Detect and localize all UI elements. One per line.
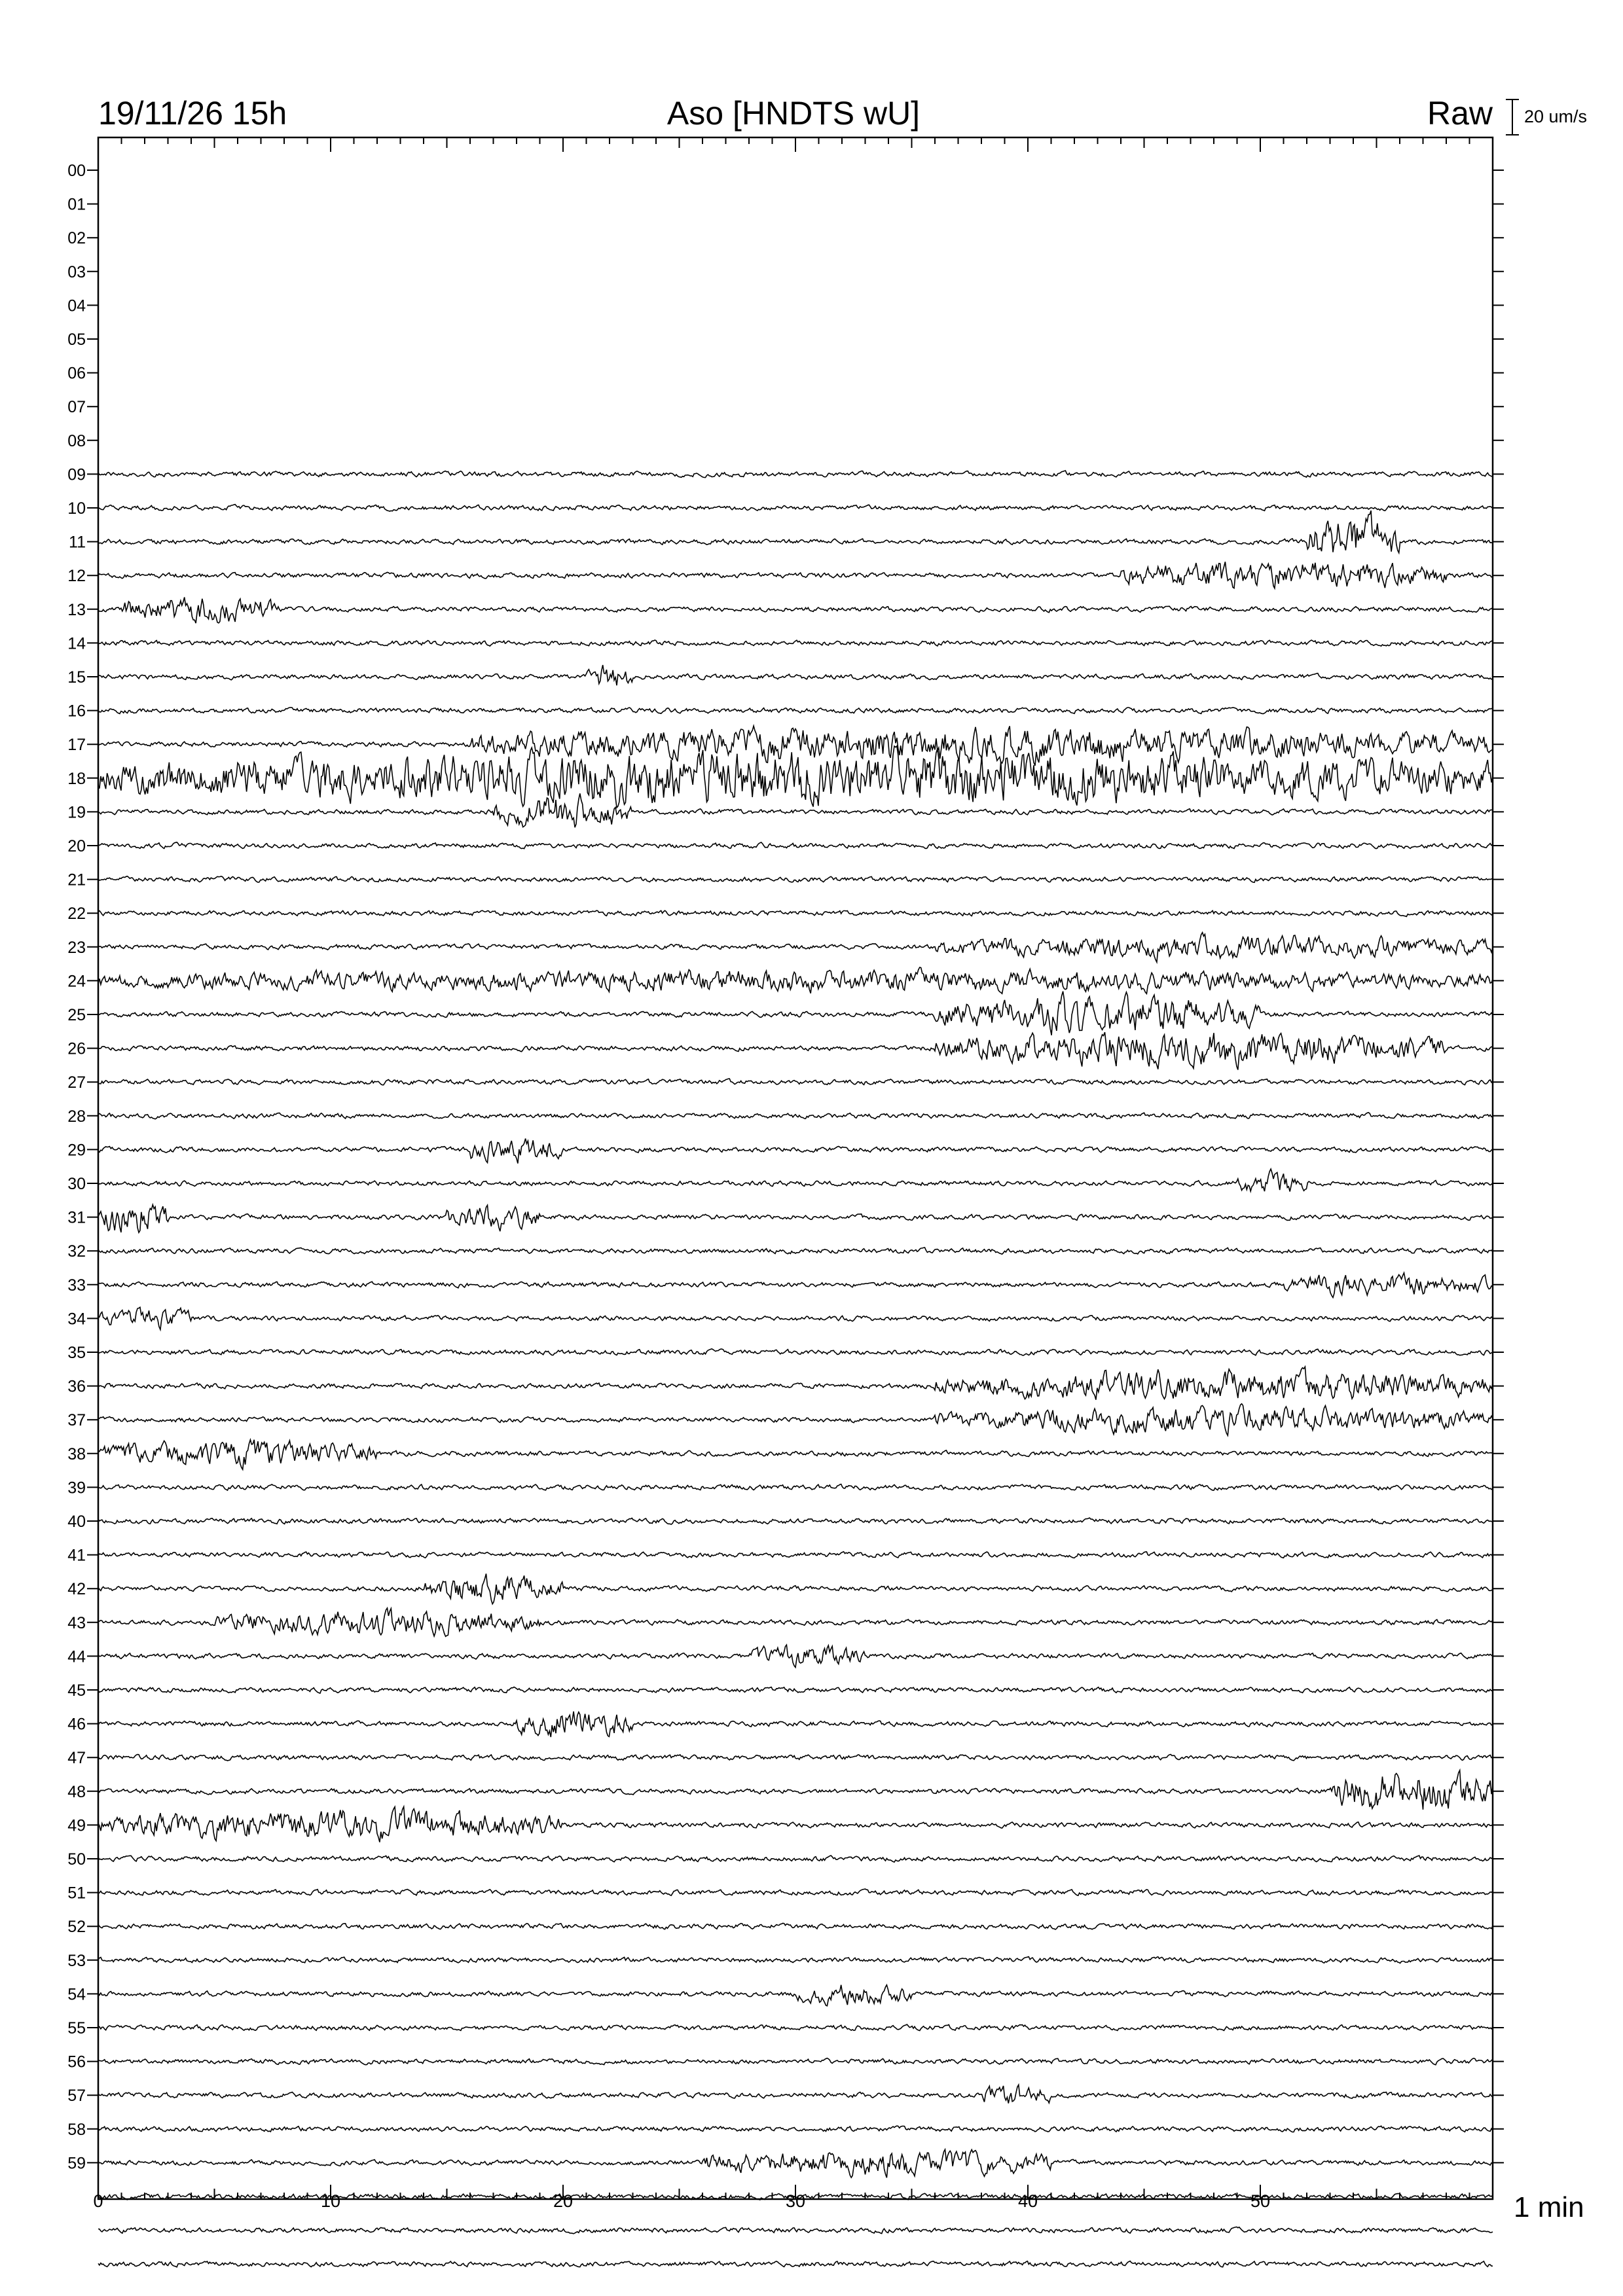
row-label: 29 [67, 1141, 86, 1160]
trace-line [98, 1924, 1493, 1929]
trace-line [98, 1440, 1493, 1470]
trace-line [98, 1404, 1493, 1435]
trace-line [98, 1349, 1493, 1355]
trace-line [98, 1169, 1493, 1192]
trace-line [98, 1712, 1493, 1737]
row-label: 34 [67, 1310, 86, 1329]
row-label: 39 [67, 1479, 86, 1498]
row-label: 50 [67, 1850, 86, 1869]
trace-line [98, 1518, 1493, 1524]
row-label: 14 [67, 634, 86, 653]
trace-line [98, 1645, 1493, 1667]
x-tick-label: 0 [93, 2191, 103, 2211]
trace-line [98, 910, 1493, 916]
row-label: 53 [67, 1951, 86, 1970]
trace-line [98, 1205, 1493, 1233]
row-label: 20 [67, 837, 86, 855]
trace-line [98, 2149, 1493, 2178]
x-tick-label: 40 [1017, 2191, 1038, 2211]
trace-line [98, 933, 1493, 962]
row-label: 28 [67, 1107, 86, 1126]
row-label: 13 [67, 600, 86, 619]
row-label: 26 [67, 1039, 86, 1058]
row-label: 42 [67, 1580, 86, 1599]
trace-line [98, 1032, 1493, 1069]
row-label: 44 [67, 1647, 86, 1666]
row-label: 48 [67, 1782, 86, 1801]
row-label: 23 [67, 938, 86, 957]
row-label: 38 [67, 1444, 86, 1463]
row-label: 22 [67, 905, 86, 924]
trace-line [98, 562, 1493, 588]
trace-line [98, 1889, 1493, 1895]
row-label: 46 [67, 1715, 86, 1734]
row-label: 07 [67, 398, 86, 417]
row-label: 45 [67, 1681, 86, 1700]
row-label: 04 [67, 296, 86, 315]
trace-line [98, 1985, 1493, 2006]
trace-line [98, 471, 1493, 478]
row-ticks [87, 170, 1504, 2162]
traces [98, 471, 1493, 2267]
row-label: 02 [67, 229, 86, 248]
row-label: 54 [67, 1985, 86, 2004]
row-label: 33 [67, 1276, 86, 1295]
row-label: 47 [67, 1749, 86, 1768]
row-label: 21 [67, 870, 86, 889]
trace-line [98, 1079, 1493, 1085]
trace-line [98, 726, 1493, 766]
row-label: 37 [67, 1411, 86, 1430]
row-label: 06 [67, 364, 86, 383]
row-label: 58 [67, 2120, 86, 2139]
trace-line [98, 1574, 1493, 1604]
trace-line [98, 876, 1493, 883]
trace-line [98, 2227, 1493, 2234]
row-label: 19 [67, 803, 86, 822]
scale-bar [1506, 99, 1519, 135]
row-labels [67, 162, 86, 2172]
top-ticks [98, 137, 1493, 152]
x-tick-label: 20 [553, 2191, 574, 2211]
row-label: 59 [67, 2154, 86, 2173]
plot-frame [98, 137, 1493, 2199]
trace-line [98, 2085, 1493, 2103]
trace-line [98, 665, 1493, 685]
row-label: 05 [67, 331, 86, 349]
row-label: 56 [67, 2053, 86, 2072]
trace-line [98, 992, 1493, 1035]
row-label: 03 [67, 262, 86, 281]
trace-line [98, 1139, 1493, 1164]
trace-line [98, 2261, 1493, 2267]
trace-line [98, 511, 1493, 553]
trace-line [98, 1608, 1493, 1636]
trace-line [98, 1113, 1493, 1119]
x-tick-label: 30 [785, 2191, 806, 2211]
trace-line [98, 1307, 1493, 1329]
trace-line [98, 746, 1493, 808]
row-label: 31 [67, 1208, 86, 1227]
trace-line [98, 1806, 1493, 1842]
row-label: 24 [67, 972, 86, 991]
trace-line [98, 1484, 1493, 1490]
trace-line [98, 598, 1493, 624]
trace-line [98, 967, 1493, 994]
row-label: 49 [67, 1816, 86, 1835]
trace-line [98, 1755, 1493, 1761]
x-tick-label: 50 [1250, 2191, 1271, 2211]
trace-line [98, 1247, 1493, 1254]
row-label: 08 [67, 431, 86, 450]
row-label: 00 [67, 162, 86, 180]
x-unit-label: 1 min [1514, 2191, 1584, 2223]
row-label: 12 [67, 567, 86, 586]
trace-line [98, 2126, 1493, 2132]
row-label: 30 [67, 1175, 86, 1193]
trace-line [98, 842, 1493, 849]
row-label: 51 [67, 1884, 86, 1903]
row-label: 16 [67, 702, 86, 721]
trace-line [98, 708, 1493, 714]
trace-line [98, 1957, 1493, 1964]
row-label: 36 [67, 1377, 86, 1396]
row-label: 27 [67, 1073, 86, 1092]
row-label: 52 [67, 1918, 86, 1937]
row-label: 35 [67, 1344, 86, 1362]
trace-line [98, 1273, 1493, 1298]
header-datetime: 19/11/26 15h [98, 95, 287, 132]
trace-line [98, 1687, 1493, 1694]
trace-line [98, 2024, 1493, 2030]
trace-line [98, 1856, 1493, 1862]
row-label: 17 [67, 736, 86, 755]
trace-line [98, 505, 1493, 512]
row-label: 09 [67, 465, 86, 484]
row-label: 11 [69, 533, 86, 552]
scale-label: 20 um/s [1524, 107, 1588, 126]
row-label: 01 [67, 195, 86, 214]
trace-line [98, 1552, 1493, 1558]
trace-line [98, 2058, 1493, 2065]
row-label: 32 [67, 1242, 86, 1261]
x-tick-label: 10 [320, 2191, 341, 2211]
header-station: Aso [HNDTS wU] [666, 95, 921, 132]
trace-line [98, 1367, 1493, 1400]
trace-line [98, 640, 1493, 646]
row-label: 57 [67, 2087, 86, 2106]
row-label: 55 [67, 2019, 86, 2037]
row-label: 25 [67, 1006, 86, 1024]
row-label: 10 [67, 499, 86, 518]
x-tick-labels [93, 2191, 1270, 2211]
row-label: 41 [67, 1546, 86, 1565]
row-label: 40 [67, 1513, 86, 1531]
trace-line [98, 1770, 1493, 1810]
trace-line [98, 793, 1493, 827]
row-label: 18 [67, 769, 86, 788]
row-label: 15 [67, 668, 86, 687]
row-label: 43 [67, 1613, 86, 1632]
header-mode: Raw [1427, 95, 1493, 132]
